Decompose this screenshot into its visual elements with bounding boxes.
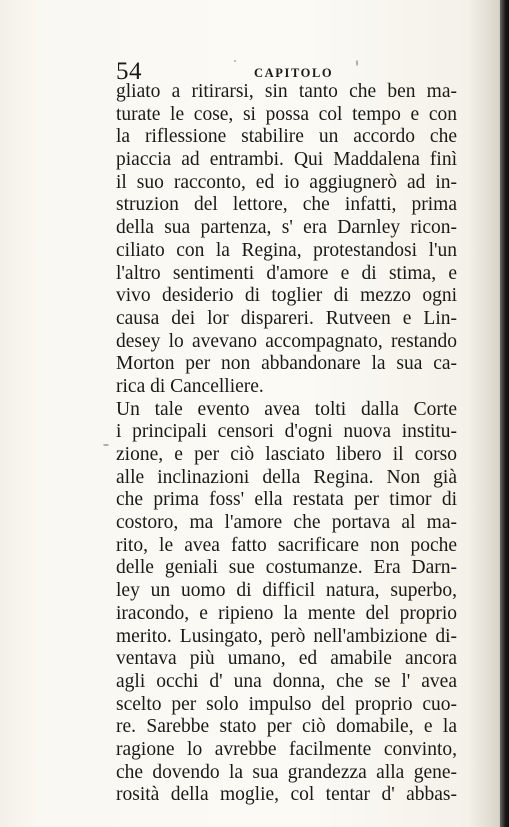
paper-speck	[356, 60, 358, 66]
text-line: vivo desiderio di toglier di mezzo ogni	[116, 285, 457, 307]
paper-speck	[103, 444, 109, 446]
paragraph-1	[116, 81, 457, 399]
text-line: re. Sarebbe stato per ciò domabile, e la	[116, 716, 457, 738]
text-line: merito. Lusingato, però nell'ambizione di-	[116, 625, 457, 647]
text-line: desey lo avevano accompagnato, restando	[116, 330, 457, 352]
text-line: Morton per non abbandonare la sua ca-	[116, 353, 457, 375]
text-line: i principali censori d'ogni nuova institu-	[116, 421, 457, 443]
text-line: causa dei lor dispareri. Rutveen e Lin-	[116, 307, 457, 329]
text-line: gliato a ritirarsi, sin tanto che ben ma-	[116, 81, 457, 102]
text-line: ley un uomo di difficil natura, superbo,	[116, 580, 457, 602]
text-line: rica di Cancelliere.	[116, 375, 264, 397]
text-line: delle geniali sue costumanze. Era Darn-	[116, 557, 457, 579]
text-line: l'altro sentimenti d'amore e di stima, e	[116, 262, 457, 284]
text-line: alle inclinazioni della Regina. Non già	[116, 466, 457, 488]
text-line: iracondo, e ripieno la mente del proprio	[116, 602, 457, 624]
text-line: piaccia ad entrambi. Qui Maddalena finì	[116, 149, 457, 171]
body-text	[116, 81, 457, 807]
text-line: ciliato con la Regina, protestandosi l'un	[116, 239, 457, 261]
paper-speck	[234, 60, 236, 62]
text-line: la riflessione stabilire un accordo che	[116, 126, 457, 148]
text-line: costoro, ma l'amore che portava al ma-	[116, 512, 457, 534]
text-line: scelto per solo impulso del proprio cuo-	[116, 693, 457, 715]
text-line: che dovendo la sua grandezza alla gene-	[116, 761, 457, 783]
paragraph-2	[116, 399, 457, 807]
text-line: che prima foss' ella restata per timor di	[116, 489, 457, 511]
text-line: struzion del lettore, che infatti, prima	[116, 194, 457, 216]
text-line: turate le cose, si possa col tempo e con	[116, 103, 457, 125]
text-line: rosità della moglie, col tentar d' abbas-	[116, 784, 457, 806]
page-number: 54	[116, 58, 142, 85]
text-line: rito, le avea fatto sacrificare non poche	[116, 534, 457, 556]
text-line: ventava più umano, ed amabile ancora	[116, 648, 457, 670]
text-line: della sua partenza, s' era Darnley ricon-	[116, 217, 457, 239]
text-line: ragione lo avrebbe facilmente convinto,	[116, 738, 457, 760]
text-line: Un tale evento avea tolti dalla Corte	[116, 398, 457, 420]
text-line: agli occhi d' una donna, che se l' avea	[116, 670, 457, 692]
text-line: il suo racconto, ed io aggiugnerò ad in-	[116, 171, 457, 193]
page-edge-shadow	[500, 0, 509, 827]
text-line: zione, e per ciò lasciato libero il corso	[116, 444, 457, 465]
running-head: CAPITOLO	[254, 66, 334, 80]
